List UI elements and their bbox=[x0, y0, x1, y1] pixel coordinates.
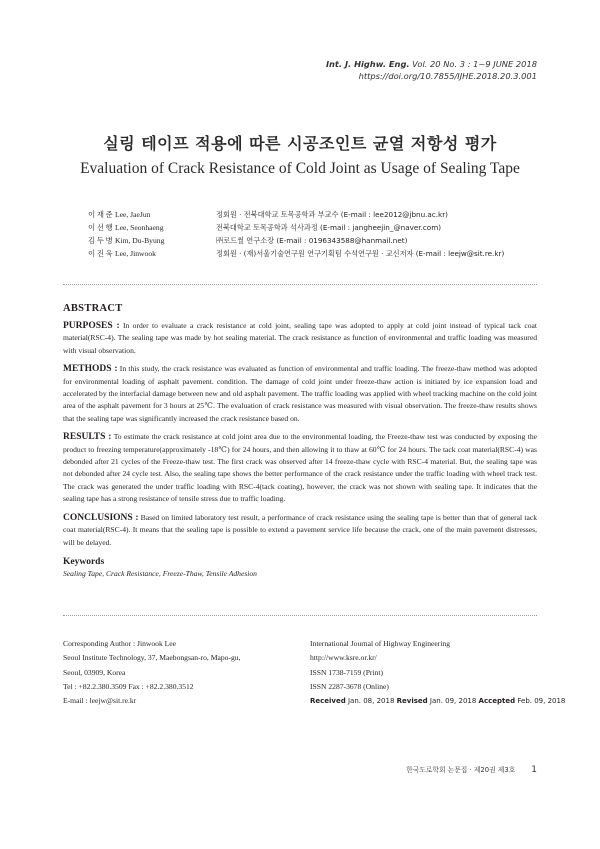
author-address-line1: Seoul Institute Technology, 37, Maebongsan-ro, Mapo-gu, bbox=[63, 653, 241, 663]
methods-text: In this study, the crack resistance was evaluated as function of environmental and traffic loading. The freeze-thaw method was adopted for environmental loading of asphalt pavement. condition. The damage of cold joint under freeze-thaw action is initiated by ice expansion load and accelerated by the interfacial damage between new and old asphalt pavement. The traffic loading was applied with wheel tracking machine on the cold joint area of the asphalt pavement for 3 hours at 25℃. The evaluation of crack resistance was measured with visual observation. The freeze-thaw results shows that the sealing tape was significantly increased the crack resistance based on. bbox=[63, 364, 537, 423]
divider-bottom bbox=[63, 615, 537, 616]
author-row bbox=[88, 234, 504, 247]
journal-full-name: International Journal of Highway Engineering bbox=[310, 639, 451, 648]
purposes-label: PURPOSES : bbox=[63, 321, 120, 331]
author-list bbox=[88, 208, 504, 260]
divider-top bbox=[63, 284, 537, 285]
author-name-korean: 이재준 bbox=[88, 210, 115, 219]
issn-online: ISSN 2287-3678 (Online) bbox=[310, 681, 389, 691]
author-row bbox=[88, 221, 504, 234]
journal-url[interactable]: http://www.ksre.or.kr/ bbox=[310, 653, 377, 663]
author-name-english: Lee, Jinwook bbox=[115, 249, 156, 258]
author-address-line2: Seoul, 03909, Korea bbox=[63, 667, 126, 677]
author-row bbox=[88, 247, 504, 260]
accepted-label: Accepted bbox=[478, 697, 516, 706]
author-name-english: Lee, JaeJun bbox=[115, 210, 151, 219]
revised-label: Revised bbox=[396, 697, 428, 706]
author-name-korean: 이선행 bbox=[88, 223, 115, 232]
received-label: Received bbox=[310, 697, 346, 706]
author-name-korean: 이진욱 bbox=[88, 249, 115, 258]
conclusions-label: CONCLUSIONS : bbox=[63, 512, 139, 523]
author-affiliation: ㈜로드씰 연구소장 (E-mail : 0196343588@hanmail.net) bbox=[216, 236, 408, 245]
results-text: To estimate the crack resistance at cold joint area due to the environmental loading, the Freeze-thaw test was conducted by exposing the product to freezing temperature(approximately -18℃) for 24 hours, and then allowing it to thaw at 60℃ for 24 hours. The tack coat material(RSC-4) was debonded after 21 cycles of the Freeze-thaw test. The first crack was observed after 14 freeze-thaw cycle with RSC-4 material. But, the sealing tape was not debonded after 24 cycle test. Also, the sealing tape shows the better performance of the crack resistance under the traffic loading with wheel track test. The crack was generated the under traffic loading with RSC-4(tack coating), however, the crack was not shown with sealing tape. It indicates that the sealing tape has a strong resistance of tensile stress due to traffic loading. bbox=[63, 432, 537, 504]
page-number: 1 bbox=[531, 765, 537, 775]
submission-dates bbox=[310, 694, 565, 708]
author-name-english: Kim, Du-Byung bbox=[115, 236, 165, 245]
title-english: Evaluation of Crack Resistance of Cold Joint as Usage of Sealing Tape bbox=[80, 160, 520, 177]
author-row bbox=[88, 208, 504, 221]
abstract-section bbox=[63, 303, 537, 578]
journal-info-block bbox=[310, 637, 565, 708]
keywords-block bbox=[63, 557, 537, 578]
abstract-methods bbox=[63, 363, 537, 425]
results-label: RESULTS : bbox=[63, 432, 112, 443]
author-affiliation: 정회원 · 전북대학교 토목공학과 부교수 (E-mail : lee2012@jbnu.ac.kr) bbox=[216, 210, 448, 219]
page-footer bbox=[406, 764, 537, 775]
purposes-text: In order to evaluate a crack resistance at cold joint, sealing tape was adopted to apply at cold joint instead of typical tack coat material(RSC-4). The sealing tape was made by hot sealing material. The crack resistance as function of environmental and traffic loading was measured with visual observation. bbox=[63, 321, 537, 355]
author-name-korean: 김두병 bbox=[88, 236, 115, 245]
author-affiliation: 전북대학교 토목공학과 석사과정 (E-mail : jangheejin_@naver.com) bbox=[216, 223, 442, 232]
received-date: Jan. 08, 2018 bbox=[345, 697, 397, 706]
abstract-conclusions bbox=[63, 512, 537, 549]
conclusions-text: Based on limited laboratory test result, a performance of crack resistance using the sealing tape is better than that of general tack coat material(RSC-4). It means that the sealing tape is possible to extend a pavement service life because the crack, one of the main pavement distresses, will be delayed. bbox=[63, 512, 537, 547]
journal-abbrev: Int. J. Highw. Eng. bbox=[325, 59, 410, 69]
accepted-date: Feb. 09, 2018 bbox=[515, 697, 566, 706]
title-korean: 실링 테이프 적용에 따른 시공조인트 균열 저항성 평가 bbox=[103, 134, 497, 153]
abstract-results bbox=[63, 431, 537, 505]
issn-print: ISSN 1738-7159 (Print) bbox=[310, 667, 383, 677]
corresponding-author: Corresponding Author : Jinwook Lee bbox=[63, 639, 177, 648]
abstract-purposes bbox=[63, 320, 537, 357]
author-name-english: Lee, Seonhaeng bbox=[115, 223, 164, 232]
keywords-heading: Keywords bbox=[63, 556, 105, 567]
abstract-heading: ABSTRACT bbox=[63, 303, 123, 314]
keywords-list: Sealing Tape, Crack Resistance, Freeze-Thaw, Tensile Adhesion bbox=[63, 568, 257, 578]
journal-issue: Vol. 20 No. 3 : 1~9 JUNE 2018 bbox=[409, 59, 537, 69]
journal-citation bbox=[326, 58, 537, 70]
methods-label: METHODS : bbox=[63, 364, 118, 375]
revised-date: Jan. 09, 2018 bbox=[427, 697, 479, 706]
page-footer-journal: 한국도로학회 논문집 · 제20권 제3호 bbox=[406, 766, 516, 774]
author-phone-fax: Tel : +82.2.380.3509 Fax : +82.2.380.3512 bbox=[63, 681, 194, 691]
author-affiliation: 정회원 · (재)서울기술연구원 연구기획팀 수석연구원 · 교신저자 (E-mail : leejw@sit.re.kr) bbox=[216, 249, 505, 258]
author-email[interactable]: E-mail : leejw@sit.re.kr bbox=[63, 696, 137, 706]
journal-doi[interactable]: https://doi.org/10.7855/IJHE.2018.20.3.001 bbox=[358, 71, 537, 81]
corresponding-author-block bbox=[63, 637, 240, 708]
journal-header bbox=[326, 58, 537, 82]
